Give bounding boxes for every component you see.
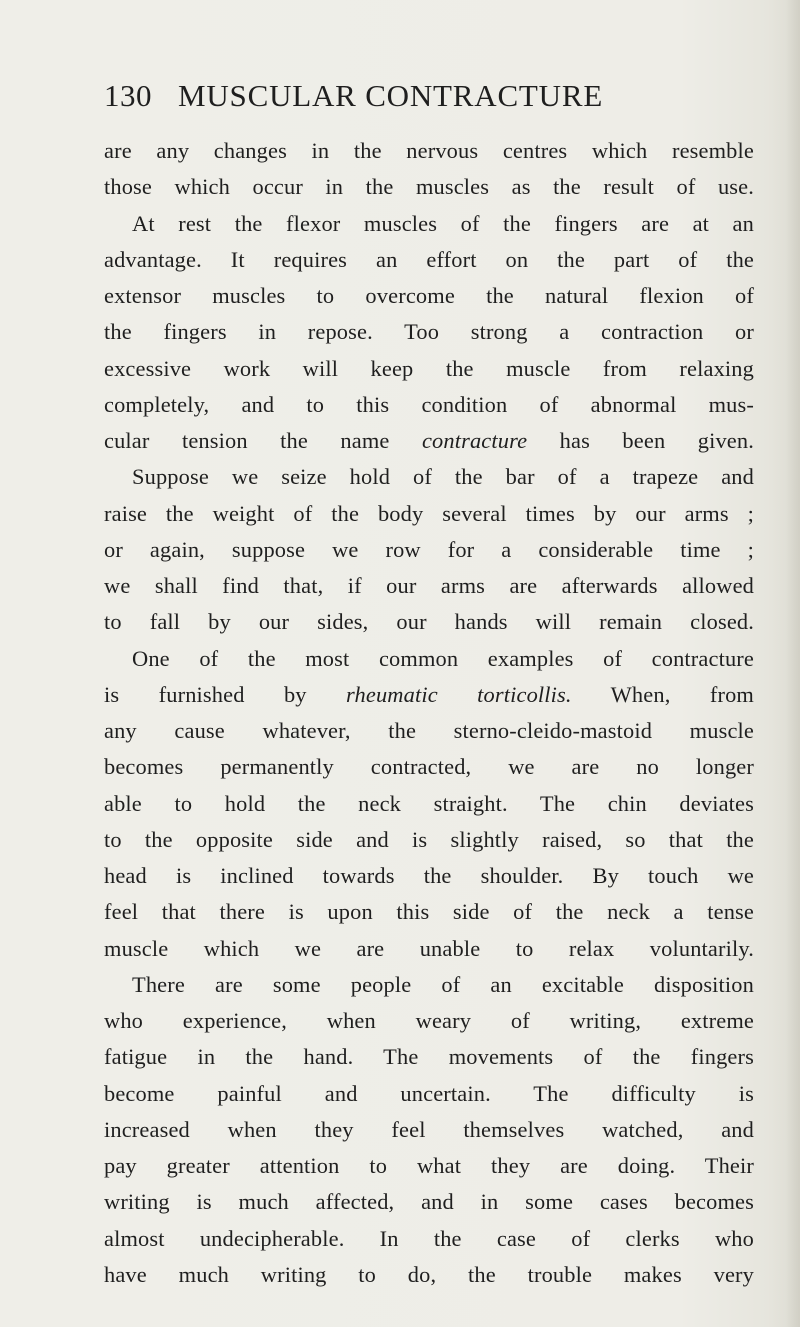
text-line: advantage. It requires an effort on the part of the [104, 246, 754, 272]
page-number: 130 [104, 78, 152, 113]
text-line: extensor muscles to overcome the natural flexion of [104, 283, 754, 308]
text-line: writing is much affected, and in some cases becomes [104, 1189, 754, 1215]
text-line: those which occur in the muscles as the result of use. [104, 174, 754, 200]
body-text [104, 133, 754, 1293]
text-line: or again, suppose we row for a considerable time ; [104, 536, 754, 562]
text-line: able to hold the neck straight. The chin deviates [104, 790, 754, 816]
text-line: pay greater attention to what they are doing. Their [104, 1153, 754, 1178]
italic-term: rheumatic torticollis. [346, 681, 572, 707]
running-head: MUSCULAR CONTRACTURE [178, 78, 604, 113]
text-segment: When, from [571, 681, 754, 707]
text-line: become painful and uncertain. The difficulty is [104, 1080, 754, 1106]
text-line: almost undecipherable. In the case of clerks who [104, 1225, 754, 1251]
italic-term: contracture [421, 428, 528, 453]
text-line: any cause whatever, the sterno-cleido-mastoid muscle [104, 718, 754, 743]
text-line: One of the most common examples of contracture [132, 645, 754, 671]
text-line: we shall find that, if our arms are afterwards allowed [104, 573, 754, 598]
text-line: completely, and to this condition of abnormal mus- [104, 391, 754, 417]
page-header [104, 78, 754, 122]
text-line: who experience, when weary of writing, extreme [104, 1008, 754, 1033]
text-line: raise the weight of the body several times by our arms ; [104, 500, 754, 526]
page-edge-shadow [786, 0, 800, 1327]
text-line: There are some people of an excitable disposition [132, 971, 754, 997]
text-line: Suppose we seize hold of the bar of a trapeze and [132, 464, 754, 490]
text-line: muscle which we are unable to relax voluntarily. [104, 935, 754, 961]
text-line [104, 677, 754, 713]
text-line: becomes permanently contracted, we are no longer [104, 754, 754, 780]
text-line: to fall by our sides, our hands will remain closed. [104, 609, 754, 635]
text-segment: cular tension the name [104, 428, 422, 453]
text-line: are any changes in the nervous centres which resemble [104, 138, 754, 163]
text-line: to the opposite side and is slightly raised, so that the [104, 826, 754, 852]
text-line: feel that there is upon this side of the neck a tense [104, 899, 754, 925]
text-line: the fingers in repose. Too strong a contraction or [104, 319, 754, 345]
text-line: head is inclined towards the shoulder. By touch we [104, 863, 754, 888]
text-segment: has been given. [527, 428, 754, 453]
text-line: excessive work will keep the muscle from relaxing [104, 355, 754, 381]
text-line: increased when they feel themselves watched, and [104, 1116, 754, 1142]
text-line: At rest the flexor muscles of the fingers are at an [132, 210, 754, 236]
text-line: fatigue in the hand. The movements of the fingers [104, 1044, 754, 1070]
text-line [104, 423, 754, 459]
text-line: have much writing to do, the trouble makes very [104, 1261, 754, 1287]
text-segment: is furnished by [104, 681, 347, 707]
